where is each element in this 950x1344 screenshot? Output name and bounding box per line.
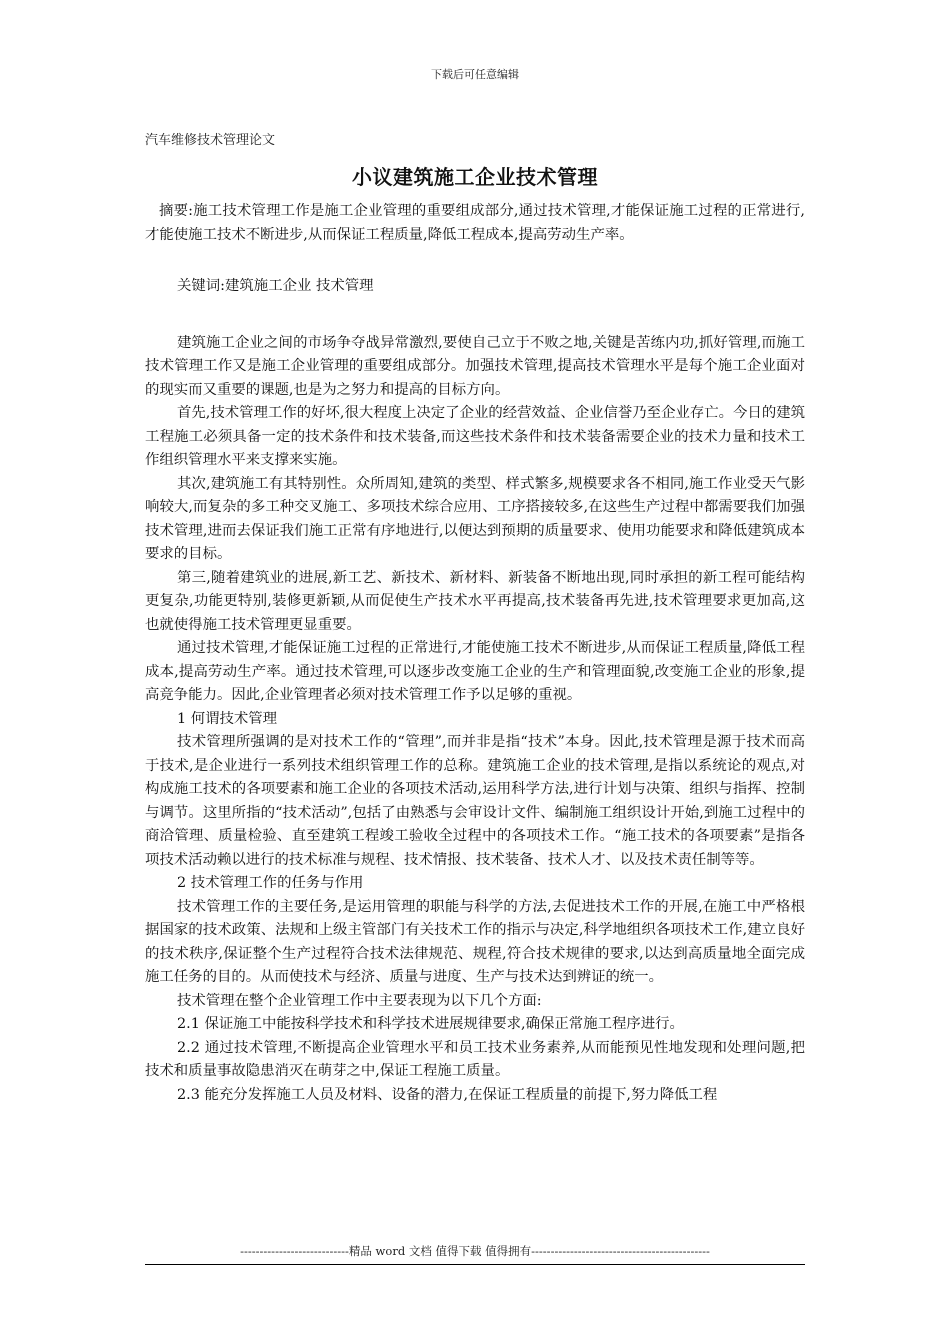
section-heading-1: 1 何谓技术管理 <box>177 710 278 727</box>
body-paragraph-7: 技术管理工作的主要任务,是运用管理的职能与科学的方法,去促进技术工作的开展,在施工中严格根据国家的技术政策、法规和上级主管部门有关技术工作的指示与决定,科学地组织各项技术工作,建立良好的技术秩序,保证整个生产过程符合技术法律规范、规程,符合技术规律的要求,以达到高质量地全面完成施工任务的目的。从而使技术与经济、质量与进度、生产与技术达到辨证的统一。 <box>145 898 805 985</box>
footer-divider <box>145 1264 805 1265</box>
body-paragraph-5: 通过技术管理,才能保证施工过程的正常进行,才能使施工技术不断进步,从而保证工程质量,降低工程成本,提高劳动生产率。通过技术管理,可以逐步改变施工企业的生产和管理面貌,改变施工企业的形象,提高竞争能力。因此,企业管理者必须对技术管理工作予以足够的重视。 <box>145 640 805 703</box>
page-footer-text: ----------------------------精品 word 文档 值得下载 值得拥有---------------------------------------------- <box>240 1244 710 1258</box>
section-heading-2: 2 技术管理工作的任务与作用 <box>177 875 364 891</box>
list-item-2-2: 2.2 通过技术管理,不断提高企业管理水平和员工技术业务素养,从而能预见性地发现和处理问题,把技术和质量事故隐患消灭在萌芽之中,保证工程施工质量。 <box>145 1039 805 1079</box>
list-item-2-1: 2.1 保证施工中能按科学技术和科学技术进展规律要求,确保正常施工程序进行。 <box>177 1016 684 1032</box>
article-body <box>145 200 805 1107</box>
body-paragraph-8: 技术管理在整个企业管理工作中主要表现为以下几个方面: <box>177 992 542 1009</box>
abstract-paragraph: 摘要:施工技术管理工作是施工企业管理的重要组成部分,通过技术管理,才能保证施工过程的正常进行,才能使施工技术不断进步,从而保证工程质量,降低工程成本,提高劳动生产率。 <box>145 203 805 243</box>
page-header-note: 下载后可任意编辑 <box>431 68 519 81</box>
article-title: 小议建筑施工企业技术管理 <box>352 165 598 189</box>
body-paragraph-1: 建筑施工企业之间的市场争夺战异常激烈,要使自己立于不败之地,关键是苦练内功,抓好管理,而施工技术管理工作又是施工企业管理的重要组成部分。加强技术管理,提高技术管理水平是每个施工企业面对的现实而又重要的课题,也是为之努力和提高的目标方向。 <box>145 334 805 398</box>
body-paragraph-2: 首先,技术管理工作的好坏,很大程度上决定了企业的经营效益、企业信誉乃至企业存亡。今日的建筑工程施工必须具备一定的技术条件和技术装备,而这些技术条件和技术装备需要企业的技术力量和技术工作组织管理水平来支撑来实施。 <box>145 405 805 468</box>
body-paragraph-3: 其次,建筑施工有其特别性。众所周知,建筑的类型、样式繁多,规模要求各不相同,施工作业受天气影响较大,而复杂的多工种交叉施工、多项技术综合应用、工序搭接较多,在这些生产过程中都需要我们加强技术管理,进而去保证我们施工正常有序地进行,以便达到预期的质量要求、使用功能要求和降低建筑成本要求的目标。 <box>145 475 805 562</box>
list-item-2-3: 2.3 能充分发挥施工人员及材料、设备的潜力,在保证工程质量的前提下,努力降低工程 <box>177 1086 718 1103</box>
keywords-line: 关键词:建筑施工企业 技术管理 <box>177 278 374 294</box>
document-label: 汽车维修技术管理论文 <box>145 133 276 148</box>
body-paragraph-6: 技术管理所强调的是对技术工作的“管理”,而并非是指“技术”本身。因此,技术管理是源于技术而高于技术,是企业进行一系列技术组织管理工作的总称。建筑施工企业的技术管理,是指以系统论的观点,对构成施工技术的各项要素和施工企业的各项技术活动,运用科学方法,进行计划与决策、组织与指挥、控制与调节。这里所指的“技术活动”,包括了由熟悉与会审设计文件、编制施工组织设计开始,到施工过程中的商洽管理、质量检验、直至建筑工程竣工验收全过程中的各项技术工作。“施工技术的各项要素”是指各项技术活动赖以进行的技术标准与规程、技术情报、技术装备、技术人才、以及技术责任制等等。 <box>145 734 805 868</box>
body-paragraph-4: 第三,随着建筑业的进展,新工艺、新技术、新材料、新装备不断地出现,同时承担的新工程可能结构更复杂,功能更特别,装修更新颖,从而促使生产技术水平再提高,技术装备再先进,技术管理要求更加高,这也就使得施工技术管理更显重要。 <box>145 569 805 633</box>
